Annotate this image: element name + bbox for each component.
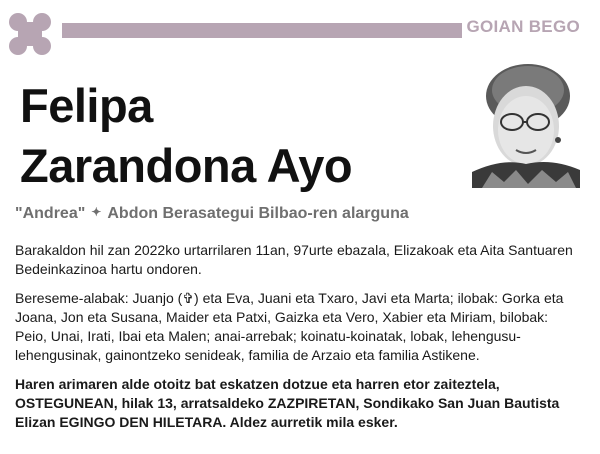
separator-icon: ✦ [91, 205, 102, 219]
portrait-photo [472, 60, 580, 188]
nickname: "Andrea" [15, 205, 86, 222]
deceased-first-name: Felipa [20, 79, 153, 132]
death-paragraph: Barakaldon hil zan 2022ko urtarrilaren 11an, 97urte ebazala, Elizakoak eta Aita Santuaren Bedeinkazinoa hartu ondoren. [15, 242, 573, 277]
family-paragraph: Bereseme-alabak: Juanjo (✞) eta Eva, Juani eta Txaro, Javi eta Marta; ilobak: Gorka eta Joana, Jon eta Susana, Maider eta Patxi, Gaizka eta Vero, Xabier eta Miriam, bilobak: Peio, Unai, Irati, Ibai eta Malen; anai-arrebak; koinatu-koinatak, lobak, lehengusu-lehengusinak, gainontzeko senideak, familia de Arzaio eta familia Astikene. [15, 290, 564, 363]
spouse-line: Abdon Berasategui Bilbao-ren alarguna [107, 205, 409, 222]
funeral-paragraph: Haren arimaren alde otoitz bat eskatzen dotzue eta harren etor zaiteztela, OSTEGUNEAN, hilak 13, arratsaldeko ZAZPIRETAN, Sondikako San Juan Bautista Elizan EGINGO DEN HILETARA. Aldez aurretik mila esker. [15, 376, 560, 430]
deceased-last-name: Zarandona Ayo [20, 139, 353, 192]
header-tag: GOIAN BEGO [466, 17, 580, 36]
header-bar [62, 23, 462, 38]
lauburu-icon [4, 8, 56, 60]
subtitle [15, 205, 409, 223]
